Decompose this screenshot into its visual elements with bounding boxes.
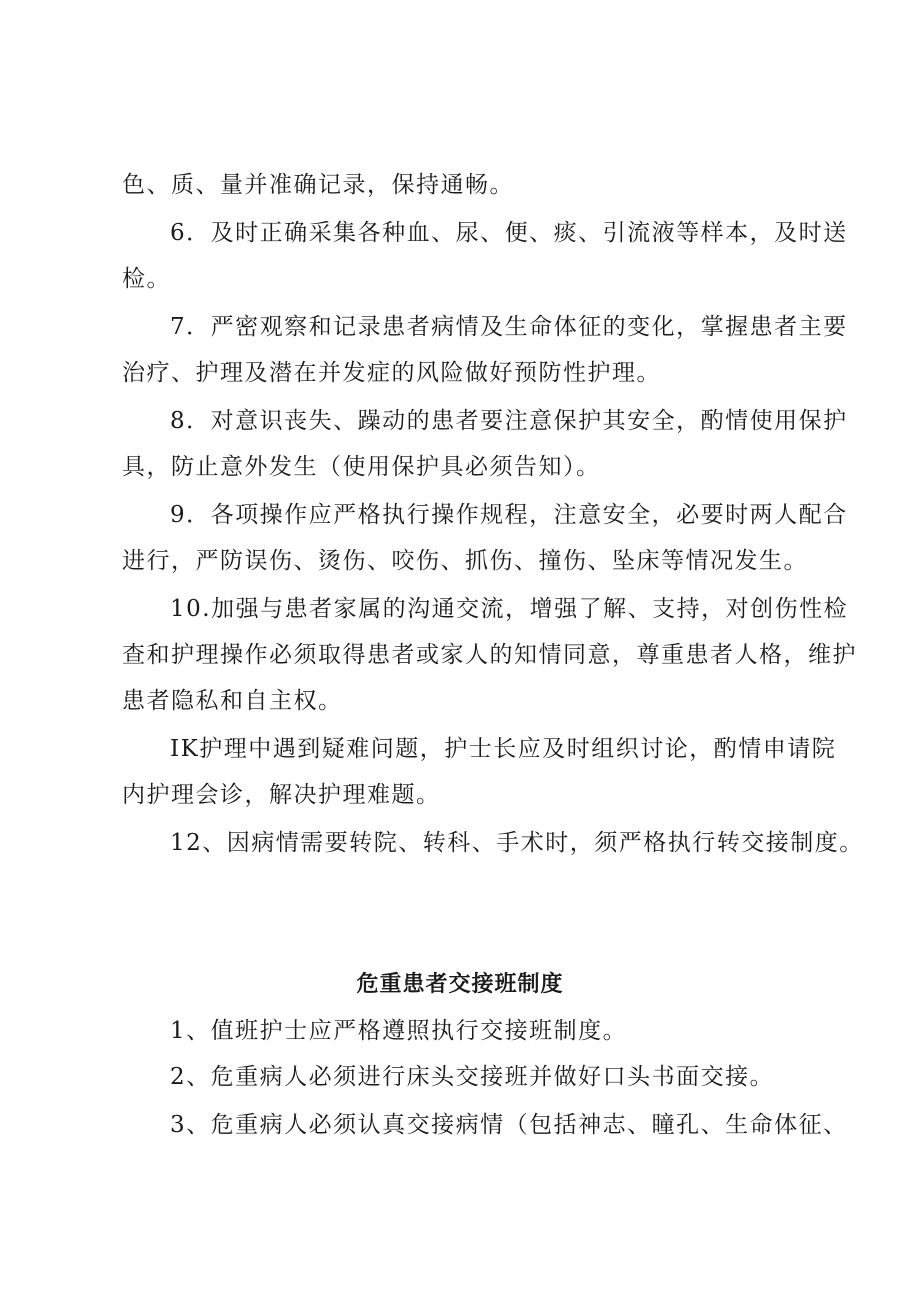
paragraph-line: 7．严密观察和记录患者病情及生命体征的变化，掌握患者主要 [170,314,848,340]
paragraph-line: 10.加强与患者家属的沟通交流，增强了解、支持，对创伤性检 [170,596,849,622]
paragraph-line: 具，防止意外发生（使用保护具必须告知）。 [122,454,601,480]
section-line: 2、危重病人必须进行床头交接班并做好口头书面交接。 [170,1064,775,1090]
paragraph-line: 内护理会诊，解决护理难题。 [122,782,441,808]
paragraph-line: 检。 [122,266,171,292]
paragraph-line: 治疗、护理及潜在并发症的风险做好预防性护理。 [122,360,661,386]
section-line: 1、值班护士应严格遵照执行交接班制度。 [170,1018,628,1044]
paragraph-line: 6．及时正确采集各种血、尿、便、痰、引流液等样本，及时送 [170,220,848,246]
paragraph-line: 8．对意识丧失、躁动的患者要注意保护其安全，酌情使用保护 [170,408,848,434]
paragraph-line: 患者隐私和自主权。 [122,688,343,714]
paragraph-line: 9．各项操作应严格执行操作规程，注意安全，必要时两人配合 [170,502,848,528]
paragraph-line: IK护理中遇到疑难问题，护士长应及时组织讨论，酌情申请院 [170,736,837,762]
paragraph-line: 查和护理操作必须取得患者或家人的知情同意，尊重患者人格，维护 [122,642,857,668]
paragraph-line: 12、因病情需要转院、转科、手术时，须严格执行转交接制度。 [170,830,864,856]
section-title: 危重患者交接班制度 [356,972,564,997]
paragraph-line: 进行，严防误伤、烫伤、咬伤、抓伤、撞伤、坠床等情况发生。 [122,548,808,574]
section-line: 3、危重病人必须认真交接病情（包括神志、瞳孔、生命体征、 [170,1112,848,1138]
paragraph-line: 色、质、量并准确记录，保持通畅。 [122,172,514,198]
